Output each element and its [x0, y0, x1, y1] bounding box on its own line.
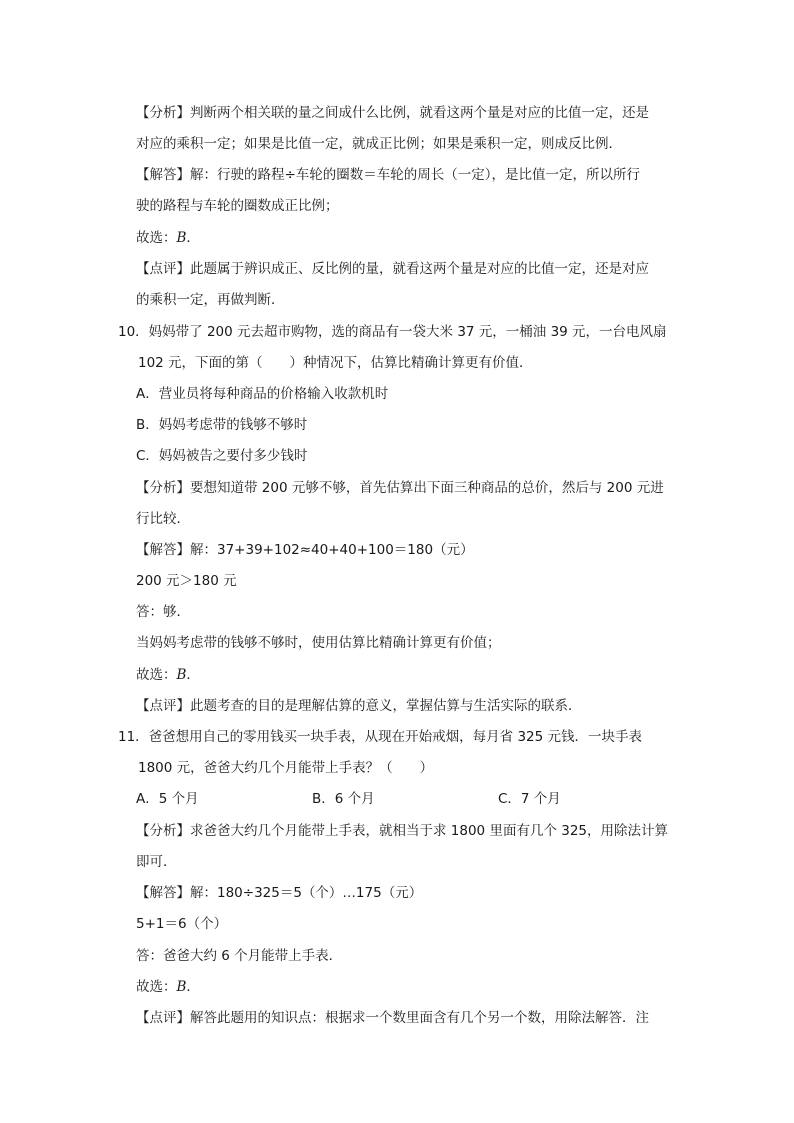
q11-stem-line-1: 11．爸爸想用自己的零用钱买一块手表，从现在开始戒烟，每月省 325 元钱．一块手表 — [118, 729, 643, 745]
q11-answer-line-3: 答：爸爸大约 6 个月能带上手表． — [136, 948, 343, 964]
q10-option-c: C．妈妈被告之要付多少钱时 — [136, 448, 308, 464]
q10-answer-line-1: 【解答】解：37+39+102≈40+40+100＝180（元） — [136, 542, 474, 558]
q9-answer-line-1: 【解答】解：行驶的路程÷车轮的圈数＝车轮的周长（一定），是比值一定，所以所行 — [136, 167, 641, 183]
q10-answer-line-2: 200 元＞180 元 — [136, 573, 237, 589]
q9-analysis-line-1: 【分析】判断两个相关联的量之间成什么比例，就看这两个量是对应的比值一定，还是 — [136, 105, 649, 121]
q11-stem-line-2: 1800 元，爸爸大约几个月能带上手表？（ ） — [138, 760, 434, 776]
q11-comment-line-1: 【点评】解答此题用的知识点：根据求一个数里面含有几个另一个数，用除法解答．注 — [136, 1010, 649, 1026]
q10-analysis-line-1: 【分析】要想知道带 200 元够不够，首先估算出下面三种商品的总价，然后与 200 元进 — [136, 480, 664, 496]
q11-answer-line-1: 【解答】解：180÷325＝5（个）…175（元） — [136, 885, 423, 901]
q10-comment: 【点评】此题考查的目的是理解估算的意义，掌握估算与生活实际的联系． — [136, 698, 582, 714]
q9-comment-line-2: 的乘积一定，再做判断． — [136, 292, 285, 308]
q10-analysis-line-2: 行比较． — [136, 511, 190, 527]
choose-letter: B — [176, 979, 187, 995]
choose-suffix: ． — [186, 230, 200, 246]
q9-comment-line-1: 【点评】此题属于辨识成正、反比例的量，就看这两个量是对应的比值一定，还是对应 — [136, 261, 649, 277]
choose-prefix: 故选： — [136, 230, 177, 246]
q10-stem-line-2: 102 元，下面的第（ ）种情况下，估算比精确计算更有价值． — [138, 355, 533, 371]
q10-stem-line-1: 10．妈妈带了 200 元去超市购物，选的商品有一袋大米 37 元，一桶油 39 元，一台电风扇 — [118, 324, 667, 340]
choose-prefix: 故选： — [136, 979, 177, 995]
q11-answer-line-2: 5+1＝6（个） — [136, 916, 228, 932]
q10-option-b: B．妈妈考虑带的钱够不够时 — [136, 417, 308, 433]
q11-option-c: C．7 个月 — [498, 791, 561, 807]
choose-prefix: 故选： — [136, 667, 177, 683]
q9-choose — [136, 229, 200, 247]
q9-answer-line-2: 驶的路程与车轮的圈数成正比例； — [136, 198, 339, 214]
q11-analysis-line-2: 即可． — [136, 854, 177, 870]
q10-option-a: A．营业员将每种商品的价格输入收款机时 — [136, 386, 389, 402]
choose-letter: B — [176, 230, 187, 246]
q11-choose — [136, 978, 200, 996]
q9-analysis-line-2: 对应的乘积一定；如果是比值一定，就成正比例；如果是乘积一定，则成反比例． — [136, 136, 622, 152]
q11-option-a: A．5 个月 — [136, 791, 199, 807]
q10-choose — [136, 666, 200, 684]
q10-answer-line-3: 答：够． — [136, 604, 190, 620]
choose-suffix: ． — [186, 979, 200, 995]
choose-letter: B — [176, 667, 187, 683]
q11-analysis-line-1: 【分析】求爸爸大约几个月能带上手表，就相当于求 1800 里面有几个 325，用除法计算 — [136, 823, 668, 839]
q11-option-b: B．6 个月 — [312, 791, 375, 807]
choose-suffix: ． — [186, 667, 200, 683]
q10-answer-line-4: 当妈妈考虑带的钱够不够时，使用估算比精确计算更有价值； — [136, 635, 501, 651]
